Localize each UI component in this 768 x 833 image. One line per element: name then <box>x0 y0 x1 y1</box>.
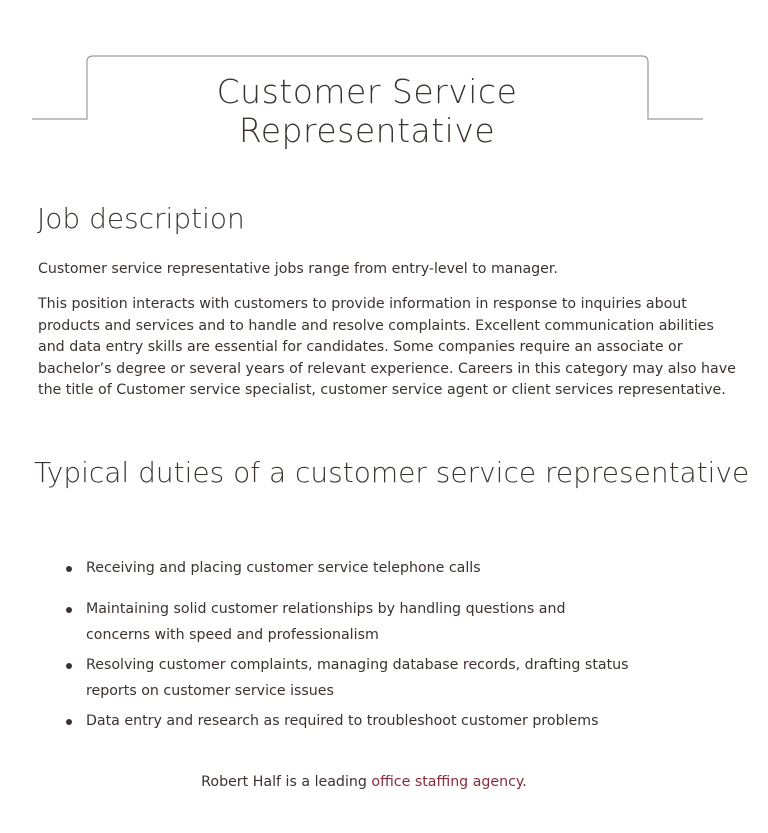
job-description-body: This position interacts with customers to provide information in response to inquiries about products and services and to handle and resolve complaints. Excellent communication abilities and data entry skills are essential for candidates. Some companies require an associate or bachelor’s degree or several years of relevant experience. Careers in this category may also have the title of Customer service specialist, customer service agent or client services representative. <box>38 296 736 398</box>
job-description-intro: Customer service representative jobs range from entry-level to manager. <box>38 261 558 277</box>
footer <box>0 774 728 790</box>
footer-suffix: . <box>522 774 527 790</box>
bullet-icon <box>66 566 72 572</box>
duties-heading: Typical duties of a customer service representative <box>34 456 750 489</box>
office-staffing-agency-link[interactable]: office staffing agency <box>371 774 523 790</box>
duty-item <box>86 596 616 648</box>
bullet-icon <box>66 663 72 669</box>
bullet-icon <box>66 607 72 613</box>
duty-item <box>86 555 686 581</box>
duty-text: Resolving customer complaints, managing database records, drafting status reports on customer service issues <box>86 657 629 699</box>
bullet-icon <box>66 719 72 725</box>
duty-text: Maintaining solid customer relationships by handling questions and concerns with speed and professionalism <box>86 601 566 643</box>
duty-text: Data entry and research as required to troubleshoot customer problems <box>86 713 599 729</box>
footer-text: Robert Half is a leading <box>201 774 372 790</box>
duty-item <box>86 708 686 734</box>
duty-text: Receiving and placing customer service telephone calls <box>86 560 481 576</box>
duty-item <box>86 652 651 704</box>
page-title: Customer Service Representative <box>216 72 518 150</box>
job-description-heading: Job description <box>37 202 245 235</box>
